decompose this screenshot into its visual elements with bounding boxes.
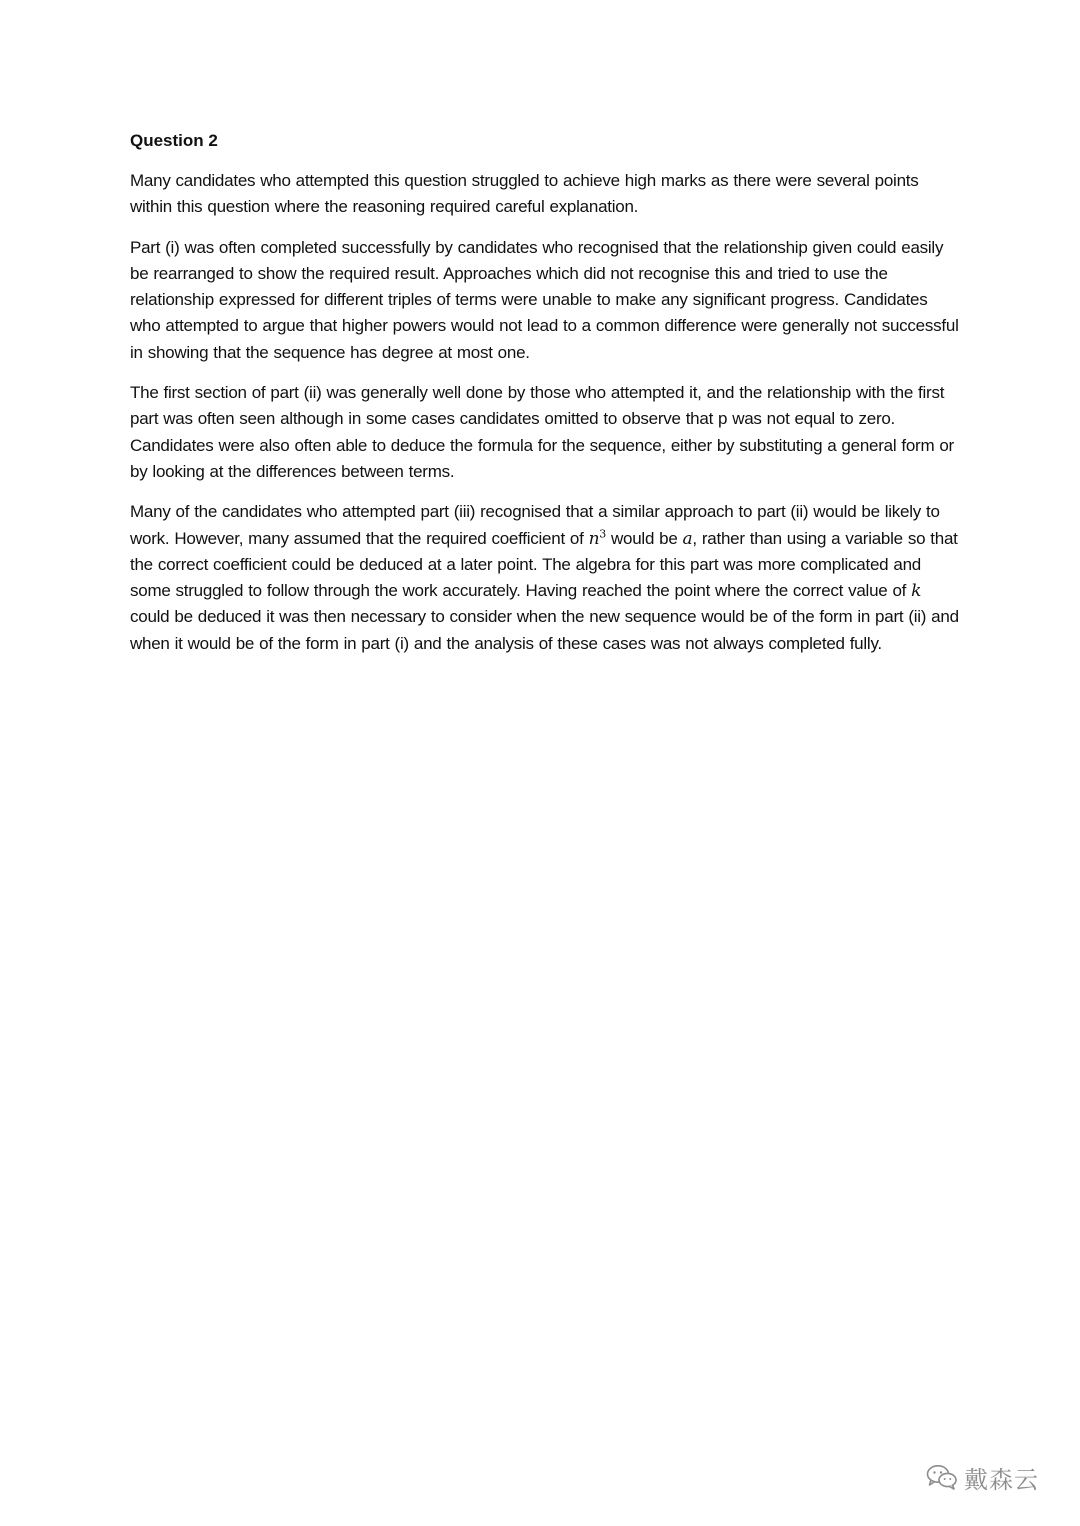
- question-heading: Question 2: [130, 131, 218, 150]
- watermark-text: 戴森云: [964, 1465, 1039, 1494]
- math-n-base: n: [588, 528, 600, 549]
- text-segment: could be deduced it was then necessary to consider when the new sequence would be of the form in part (ii) and when it would be of the form in part (i) and the analysis of these cases was not always completed fully.: [130, 607, 959, 653]
- page-content: [130, 128, 960, 671]
- paragraph-part-ii: The first section of part (ii) was generally well done by those who attempted it, and the relationship with the first part was often seen although in some cases candidates omitted to observe that p was not equal to zero. Candidates were also often able to deduce the formula for the sequence, either by substituting a general form or by looking at the differences between terms.: [130, 383, 954, 481]
- math-variable-a: a: [682, 528, 693, 549]
- math-n-exponent: 3: [599, 526, 607, 540]
- paragraph-intro: Many candidates who attempted this question struggled to achieve high marks as there were several points within this question where the reasoning required careful explanation.: [130, 171, 919, 217]
- text-segment: would be: [606, 528, 683, 548]
- text-segment: , rather than using a variable so that the correct coefficient could be deduced at a later point. The algebra for this part was more complicated and some struggled to follow through the work accurately. Having reached the point where the correct value of: [130, 528, 958, 601]
- wechat-logo-icon: [926, 1464, 958, 1490]
- math-variable-k: k: [911, 581, 922, 602]
- watermark: [926, 1457, 1039, 1497]
- paragraph-part-i: Part (i) was often completed successfully by candidates who recognised that the relationship given could easily be rearranged to show the required result. Approaches which did not recognise this and tried to use the relationship expressed for different triples of terms were unable to make any significant progress. Candidates who attempted to argue that higher powers would not lead to a common difference were generally not successful in showing that the sequence has degree at most one.: [130, 237, 959, 362]
- text-segment: Many of the candidates who attempted part (iii) recognised that a similar approach to part (ii) would be likely to work. However, many assumed that the required coefficient of: [130, 502, 940, 548]
- paragraph-part-iii: [130, 499, 960, 657]
- math-variable-n: [588, 526, 607, 549]
